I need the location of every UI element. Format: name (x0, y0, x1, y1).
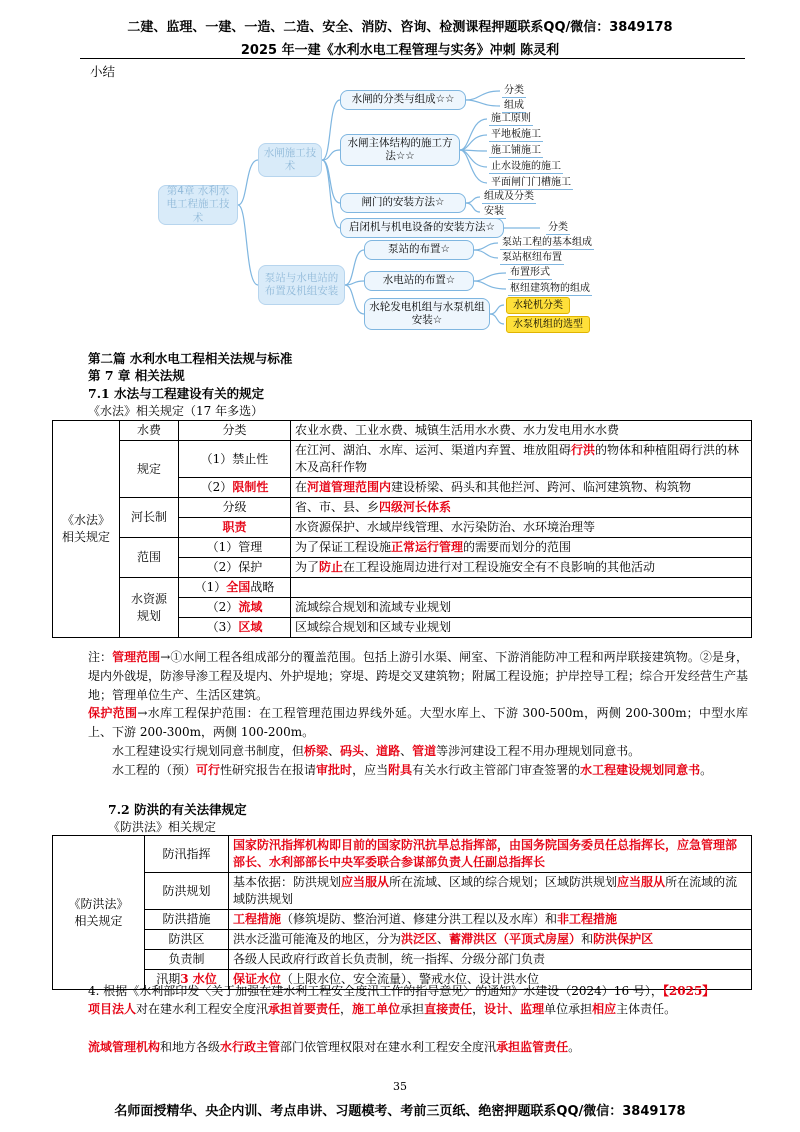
cell: 在河道管理范围内建设桥梁、码头和其他拦河、跨河、临河建筑物、构筑物 (291, 478, 752, 498)
section-7-2-title: 7.2 防洪的有关法律规定 (108, 802, 247, 817)
mm-leaf: 组成 (504, 100, 524, 111)
cell: 在江河、湖泊、水库、运河、渠道内弃置、堆放阻碍行洪的物体和种植阻碍行洪的林木及高秆作物 (291, 441, 752, 478)
mm-leaf: 止水设施的施工 (491, 161, 561, 172)
cell: 农业水费、工业水费、城镇生活用水水费、水力发电用水水费 (291, 421, 752, 441)
cell: 区域综合规划和区域专业规划 (291, 618, 752, 638)
cell: 保证水位（上限水位、安全流量）、警戒水位、设计洪水位 (229, 970, 752, 990)
cell: 防洪规划 (145, 873, 229, 910)
note-protection-scope: 保护范围→水库工程保护范围：在工程管理范围边界线外延。大型水库上、下游 300-500m，两侧 200-300m；中型水库上、下游 200-300m，两侧 100-200m。 (88, 706, 748, 739)
page-number: 35 (393, 1080, 407, 1093)
item4-paragraph1: 项目法人对在建水利工程安全度汛承担首要责任，施工单位承担直接责任，设计、监理单位承担相应主体责任。 (88, 1002, 677, 1016)
mm-branch-sluice: 水闸施工技术 (258, 143, 322, 177)
cell: （2）保护 (179, 558, 291, 578)
cell: （3）区域 (179, 618, 291, 638)
cell: 水费 (120, 421, 179, 441)
cell: 汛期3 水位 (145, 970, 229, 990)
mm-leaf-highlight: 水轮机分类 (506, 297, 570, 314)
mm-leaf: 平地板施工 (491, 129, 541, 140)
mm-leaf: 泵站枢纽布置 (502, 252, 562, 263)
cell: 范围 (120, 538, 179, 578)
cell: （1）禁止性 (179, 441, 291, 478)
mm-sluice-struct: 水闸主体结构的施工方法☆☆ (340, 134, 460, 166)
cell: 河长制 (120, 498, 179, 538)
cell: （2）流域 (179, 598, 291, 618)
mm-pump-layout: 泵站的布置☆ (364, 240, 474, 260)
cell: 防汛指挥 (145, 836, 229, 873)
cell: 分类 (179, 421, 291, 441)
flood-table-group: 《防洪法》 相关规定 (53, 836, 145, 990)
cell (291, 578, 752, 598)
mm-leaf: 分类 (504, 85, 524, 96)
flood-law-table (52, 835, 752, 990)
mm-gate-install: 闸门的安装方法☆ (340, 193, 466, 213)
cell: 洪水泛滥可能淹及的地区，分为洪泛区、蓄滞洪区（平顶式房屋）和防洪保护区 (229, 930, 752, 950)
water-law-table (52, 420, 752, 638)
mm-leaf-highlight: 水泵机组的选型 (506, 316, 590, 333)
note-management-scope: 注：管理范围→①水闸工程各组成部分的覆盖范围。包括上游引水渠、闸室、下游消能防冲工程和两岸联接建筑物。②是身，堤内外戗堤，防渗导渗工程及堤内、外护堤地；穿堤、跨堤交叉建筑物；附属工程设施；护岸控导工程；综合开发经营生产基地；管理单位生产、生活区建筑。 (88, 650, 749, 702)
cell: 省、市、县、乡四级河长体系 (291, 498, 752, 518)
header-line2: 2025 年一建《水利水电工程管理与实务》冲刺 陈灵利 (240, 43, 560, 58)
note-planning-consent: 水工程建设实行规划同意书制度，但桥梁、码头、道路、管道等涉河建设工程不用办理规划同意书。 (112, 744, 641, 758)
cell: 为了保证工程设施正常运行管理的需要而划分的范围 (291, 538, 752, 558)
summary-label: 小结 (90, 64, 116, 79)
mm-leaf: 平面闸门门槽施工 (491, 177, 571, 188)
cell: 防洪区 (145, 930, 229, 950)
mm-branch-pump: 泵站与水电站的布置及机组安装 (258, 265, 345, 305)
cell: 规定 (120, 441, 179, 498)
mm-leaf: 泵站工程的基本组成 (502, 237, 592, 248)
cell: 工程措施（修筑堤防、整治河道、修建分洪工程以及水库）和非工程措施 (229, 910, 752, 930)
cell: 职责 (179, 518, 291, 538)
mm-hydro-layout: 水电站的布置☆ (364, 271, 474, 291)
cell: 水资源 规划 (120, 578, 179, 638)
cell: 负责制 (145, 950, 229, 970)
water-law-caption: 《水法》相关规定（17 年多选） (88, 404, 264, 418)
section-7-1-title: 7.1 水法与工程建设有关的规定 (88, 386, 265, 401)
footer-text: 名师面授精华、央企内训、考点串讲、习题模考、考前三页纸、绝密押题联系QQ/微信：3849178 (114, 1104, 686, 1119)
mm-hoist-install: 启闭机与机电设备的安装方法☆ (340, 218, 504, 238)
mm-leaf: 安装 (484, 206, 504, 217)
cell: 流域综合规划和流域专业规划 (291, 598, 752, 618)
cell: 基本依据：防洪规划应当服从所在流域、区域的综合规划；区域防洪规划应当服从所在流域的流域防洪规划 (229, 873, 752, 910)
cell: 防洪措施 (145, 910, 229, 930)
note-feasibility: 水工程的（预）可行性研究报告在报请审批时，应当附具有关水行政主管部门审查签署的水工程建设规划同意书。 (112, 763, 713, 777)
flood-law-caption: 《防洪法》相关规定 (108, 820, 217, 834)
cell: （1）管理 (179, 538, 291, 558)
header-line1: 二建、监理、一建、一造、二造、安全、消防、咨询、检测课程押题联系QQ/微信：3849178 (127, 20, 673, 35)
mm-leaf: 施工原则 (491, 113, 531, 124)
cell: 国家防汛指挥机构即目前的国家防汛抗旱总指挥部，由国务院国务委员任总指挥长，应急管理部部长、水利部部长中央军委联合参谋部负责人任副总指挥长 (229, 836, 752, 873)
cell: （1）全国战略 (179, 578, 291, 598)
mm-leaf: 施工铺施工 (491, 145, 541, 156)
mm-sluice-class: 水闸的分类与组成☆☆ (340, 90, 466, 110)
part-title: 第二篇 水利水电工程相关法规与标准 (88, 351, 293, 366)
mm-leaf: 布置形式 (510, 267, 550, 278)
cell: 水资源保护、水域岸线管理、水污染防治、水环境治理等 (291, 518, 752, 538)
mm-leaf: 枢纽建筑物的组成 (510, 283, 590, 294)
mm-leaf: 组成及分类 (484, 191, 534, 202)
mind-map (0, 0, 800, 340)
item4-paragraph2: 流域管理机构和地方各级水行政主管部门依管理权限对在建水利工程安全度汛承担监管责任。 (88, 1040, 581, 1054)
cell: 各级人民政府行政首长负责制，统一指挥、分级分部门负责 (229, 950, 752, 970)
chapter-title: 第 7 章 相关法规 (88, 368, 185, 383)
item4-heading: 4. 根据《水利部印发〈关于加强在建水利工程安全度汛工作的指导意见〉的通知》水建设（2024）16 号），【2025】 (88, 984, 715, 998)
mm-unit-install: 水轮发电机组与水泵机组安装☆ (364, 298, 490, 330)
mm-root: 第4章 水利水电工程施工技术 (158, 185, 238, 225)
mm-leaf: 分类 (548, 222, 568, 233)
cell: 为了防止在工程设施周边进行对工程设施安全有不良影响的其他活动 (291, 558, 752, 578)
water-table-group: 《水法》 相关规定 (53, 421, 120, 638)
cell: 分级 (179, 498, 291, 518)
cell: （2）限制性 (179, 478, 291, 498)
